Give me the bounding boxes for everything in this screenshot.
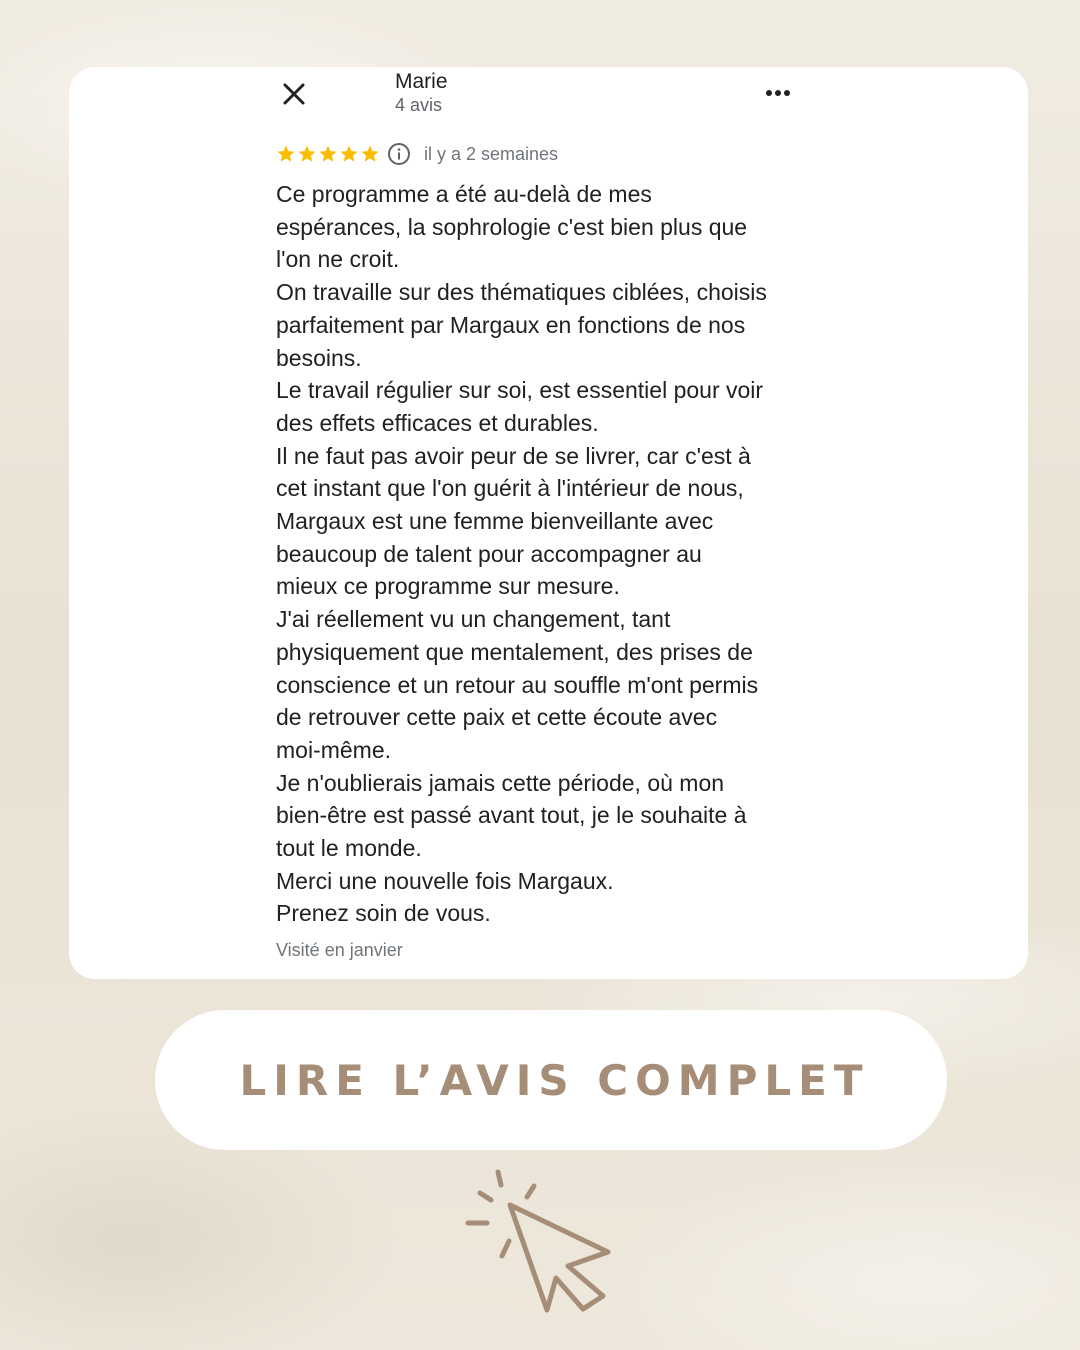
review-date: il y a 2 semaines (424, 143, 559, 164)
star-icon (360, 144, 380, 164)
review-text-line: physiquement que mentalement, des prises de (276, 638, 753, 665)
author-name[interactable]: Marie (395, 70, 448, 93)
star-icon (276, 144, 296, 164)
review-text-line: conscience et un retour au souffle m'ont permis (276, 671, 759, 698)
review-text-line: beaucoup de talent pour accompagner au (276, 540, 702, 567)
read-full-review-label: LIRE L’AVIS COMPLET (239, 1055, 870, 1105)
review-text-line: On travaille sur des thématiques ciblées, choisis (276, 279, 767, 306)
star-rating (276, 144, 380, 164)
info-icon[interactable] (387, 142, 411, 166)
review-text-line: Margaux est une femme bienveillante avec (276, 508, 714, 535)
review-text-line: besoins. (276, 344, 362, 371)
review-text-line: tout le monde. (276, 835, 422, 862)
review-text-line: parfaitement par Margaux en fonctions de nos (276, 311, 746, 338)
star-icon (297, 144, 317, 164)
review-text-line: espérances, la sophrologie c'est bien plus que (276, 213, 748, 240)
review-text-line: l'on ne croit. (276, 246, 400, 273)
review-text-line: Ce programme a été au-delà de mes (276, 181, 652, 207)
more-horizontal-icon[interactable] (764, 84, 794, 102)
click-cursor-icon (460, 1165, 620, 1325)
rating-row (276, 140, 558, 168)
review-text-line: Le travail régulier sur soi, est essentiel pour voir (276, 377, 764, 404)
star-icon (318, 144, 338, 164)
review-text-line: J'ai réellement vu un changement, tant (276, 606, 671, 633)
review-text-line: mieux ce programme sur mesure. (276, 573, 620, 600)
visit-date: Visité en janvier (276, 940, 403, 960)
author-review-count: 4 avis (395, 95, 443, 115)
close-icon[interactable] (280, 80, 308, 108)
review-text-line: Je n'oublierais jamais cette période, où mon (276, 769, 725, 796)
review-text-line: Il ne faut pas avoir peur de se livrer, car c'est à (276, 442, 751, 469)
review-text-line: de retrouver cette paix et cette écoute avec (276, 704, 718, 731)
review-text-line: bien-être est passé avant tout, je le souhaite à (276, 802, 747, 829)
star-icon (339, 144, 359, 164)
review-text-line: Prenez soin de vous. (276, 900, 491, 927)
review-text-line: Merci une nouvelle fois Margaux. (276, 867, 614, 894)
review-text-line: moi-même. (276, 736, 392, 763)
review-text (276, 178, 816, 930)
read-full-review-button[interactable] (155, 1010, 947, 1150)
review-text-line: des effets efficaces et durables. (276, 409, 599, 436)
review-text-line: cet instant que l'on guérit à l'intérieur de nous, (276, 475, 744, 502)
